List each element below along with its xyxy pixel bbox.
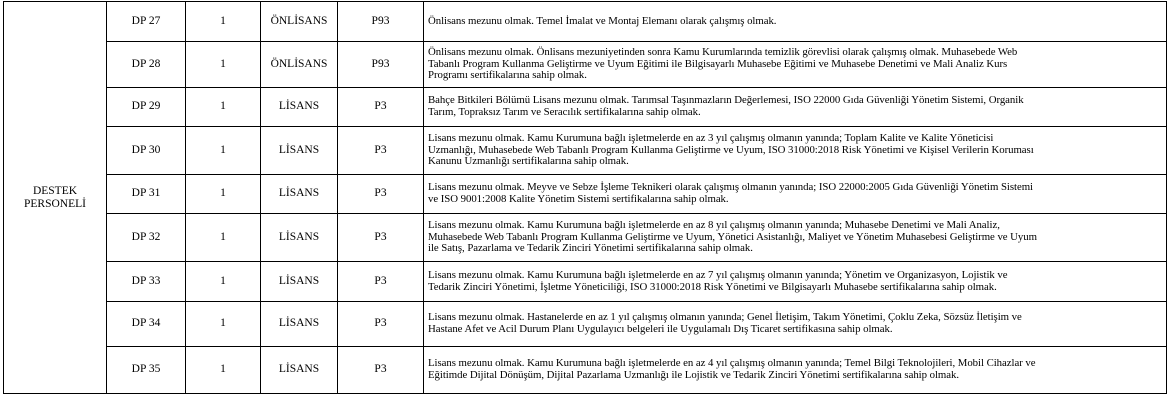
- position-code-cell: DP 29: [107, 88, 186, 127]
- grade-cell: P3: [338, 88, 424, 127]
- table-row: [4, 347, 1167, 394]
- education-level-cell: ÖNLİSANS: [261, 2, 338, 42]
- unit-name-cell: [4, 2, 107, 394]
- grade-cell: P3: [338, 302, 424, 347]
- requirements-cell: [424, 175, 1167, 214]
- education-level-cell: LİSANS: [261, 175, 338, 214]
- requirements-line: Lisans mezunu olmak. Kamu Kurumuna bağlı işletmelerde en az 8 yıl çalışmış olmanın yanında; Muhasebe Denetimi ve Mali Analiz,: [428, 219, 1000, 232]
- requirements-line: Programı sertifikalarına sahip olmak.: [428, 69, 587, 82]
- requirements-line: Tabanlı Program Kullanma Geliştirme ve Uyum Eğitimi ile Bilgisayarlı Muhasebe Eğitimi ve Muhasebe Denetimi ve Mali Analiz Kurs: [428, 57, 1008, 70]
- table-row: [4, 127, 1167, 175]
- requirements-line: Muhasebede Web Tabanlı Program Kullanma Geliştirme ve Uyum, Yönetici Asistanlığı, Maliyet ve Yönetim Muhasebesi Geliştirme ve Uyum: [428, 230, 1037, 243]
- position-count-cell: 1: [186, 302, 261, 347]
- position-code-cell: DP 30: [107, 127, 186, 175]
- position-count-cell: 1: [186, 127, 261, 175]
- education-level-cell: LİSANS: [261, 127, 338, 175]
- grade-cell: P3: [338, 262, 424, 302]
- position-code-cell: DP 33: [107, 262, 186, 302]
- education-level-cell: LİSANS: [261, 262, 338, 302]
- education-level-cell: LİSANS: [261, 214, 338, 262]
- requirements-cell: [424, 302, 1167, 347]
- requirements-cell: [424, 214, 1167, 262]
- table-body: [4, 2, 1167, 394]
- requirements-line: Lisans mezunu olmak. Meyve ve Sebze İşleme Teknikeri olarak çalışmış olmanın yanında; ISO 22000:2005 Gıda Güvenliği Yönetim Sistemi: [428, 181, 1033, 194]
- requirements-cell: [424, 127, 1167, 175]
- requirements-line: Eğitimde Dijital Dönüşüm, Dijital Pazarlama Uzmanlığı ile Lojistik ve Tedarik Zinciri Yönetimi sertifikalarına sahip olmak.: [428, 369, 960, 381]
- table-row: [4, 88, 1167, 127]
- requirements-line: Tedarik Zinciri Yönetimi, İşletme Yöneticiliği, ISO 31000:2018 Risk Yönetimi ve Bilgisayarlı Muhasebe sertifikalarına sahip olmak.: [428, 280, 997, 293]
- table-row: [4, 42, 1167, 88]
- requirements-line: Uzmanlığı, Muhasebede Web Tabanlı Program Kullanma Geliştirme ve Uyum, ISO 31000:2018 Risk Yönetimi ve Kişisel Verilerin Koruması: [428, 143, 1034, 156]
- requirements-line: Lisans mezunu olmak. Kamu Kurumuna bağlı işletmelerde en az 3 yıl çalışmış olmanın yanında; Toplam Kalite ve Kalite Yöneticisi: [428, 132, 994, 145]
- requirements-line: Lisans mezunu olmak. Hastanelerde en az 1 yıl çalışmış olmanın yanında; Genel İletişim, Takım Yönetimi, Çoklu Zeka, Sözsüz İletişim ve: [428, 311, 1022, 324]
- position-count-cell: 1: [186, 214, 261, 262]
- position-count-cell: 1: [186, 88, 261, 127]
- grade-cell: P93: [338, 2, 424, 42]
- unit-name-line: DESTEK: [32, 184, 78, 197]
- requirements-line: Bahçe Bitkileri Bölümü Lisans mezunu olmak. Tarımsal Taşınmazların Değerlemesi, ISO 22000 Gıda Güvenliği Yönetim Sistemi, Organik: [428, 94, 1024, 107]
- requirements-line: Lisans mezunu olmak. Kamu Kurumuna bağlı işletmelerde en az 4 yıl çalışmış olmanın yanında; Temel Bilgi Teknolojileri, Mobil Cihazlar ve: [428, 357, 1036, 370]
- position-count-cell: 1: [186, 2, 261, 42]
- position-code-cell: DP 32: [107, 214, 186, 262]
- requirements-cell: [424, 2, 1167, 42]
- unit-name-line: PERSONELİ: [24, 197, 86, 210]
- requirements-line: Önlisans mezunu olmak. Temel İmalat ve Montaj Elemanı olarak çalışmış olmak.: [428, 14, 777, 27]
- requirements-cell: [424, 42, 1167, 88]
- requirements-line: Hastane Afet ve Acil Durum Planı Uygulayıcı belgeleri ile Uygulamalı Dış Ticaret sertifikasına sahip olmak.: [428, 323, 893, 335]
- position-count-cell: 1: [186, 262, 261, 302]
- table-row: [4, 214, 1167, 262]
- position-code-cell: DP 35: [107, 347, 186, 394]
- requirements-cell: [424, 262, 1167, 302]
- staff-requirements-table: [3, 1, 1167, 394]
- requirements-line: ile Satış, Pazarlama ve Tedarik Zinciri Yönetimi sertifikalarına sahip olmak.: [428, 242, 753, 255]
- table-row: [4, 262, 1167, 302]
- position-count-cell: 1: [186, 175, 261, 214]
- grade-cell: P3: [338, 214, 424, 262]
- requirements-cell: [424, 88, 1167, 127]
- grade-cell: P3: [338, 347, 424, 394]
- table-row: [4, 302, 1167, 347]
- requirements-line: ve ISO 9001:2008 Kalite Yönetim Sistemi sertifikalarına sahip olmak.: [428, 193, 729, 205]
- education-level-cell: LİSANS: [261, 88, 338, 127]
- education-level-cell: LİSANS: [261, 302, 338, 347]
- position-count-cell: 1: [186, 347, 261, 394]
- grade-cell: P3: [338, 175, 424, 214]
- position-code-cell: DP 31: [107, 175, 186, 214]
- position-count-cell: 1: [186, 42, 261, 88]
- table-row: [4, 2, 1167, 42]
- requirements-line: Kanunu Uzmanlığı sertifikalarına sahip olmak.: [428, 155, 629, 168]
- grade-cell: P93: [338, 42, 424, 88]
- requirements-line: Önlisans mezunu olmak. Önlisans mezuniyetinden sonra Kamu Kurumlarında temizlik görevlisi olarak çalışmış olmak. Muhasebede Web: [428, 46, 1018, 59]
- requirements-cell: [424, 347, 1167, 394]
- requirements-line: Tarım, Topraksız Tarım ve Seracılık sertifikalarına sahip olmak.: [428, 106, 701, 118]
- table-row: [4, 175, 1167, 214]
- education-level-cell: LİSANS: [261, 347, 338, 394]
- position-code-cell: DP 28: [107, 42, 186, 88]
- education-level-cell: ÖNLİSANS: [261, 42, 338, 88]
- position-code-cell: DP 27: [107, 2, 186, 42]
- position-code-cell: DP 34: [107, 302, 186, 347]
- requirements-line: Lisans mezunu olmak. Kamu Kurumuna bağlı işletmelerde en az 7 yıl çalışmış olmanın yanında; Yönetim ve Organizasyon, Lojistik ve: [428, 268, 1008, 281]
- grade-cell: P3: [338, 127, 424, 175]
